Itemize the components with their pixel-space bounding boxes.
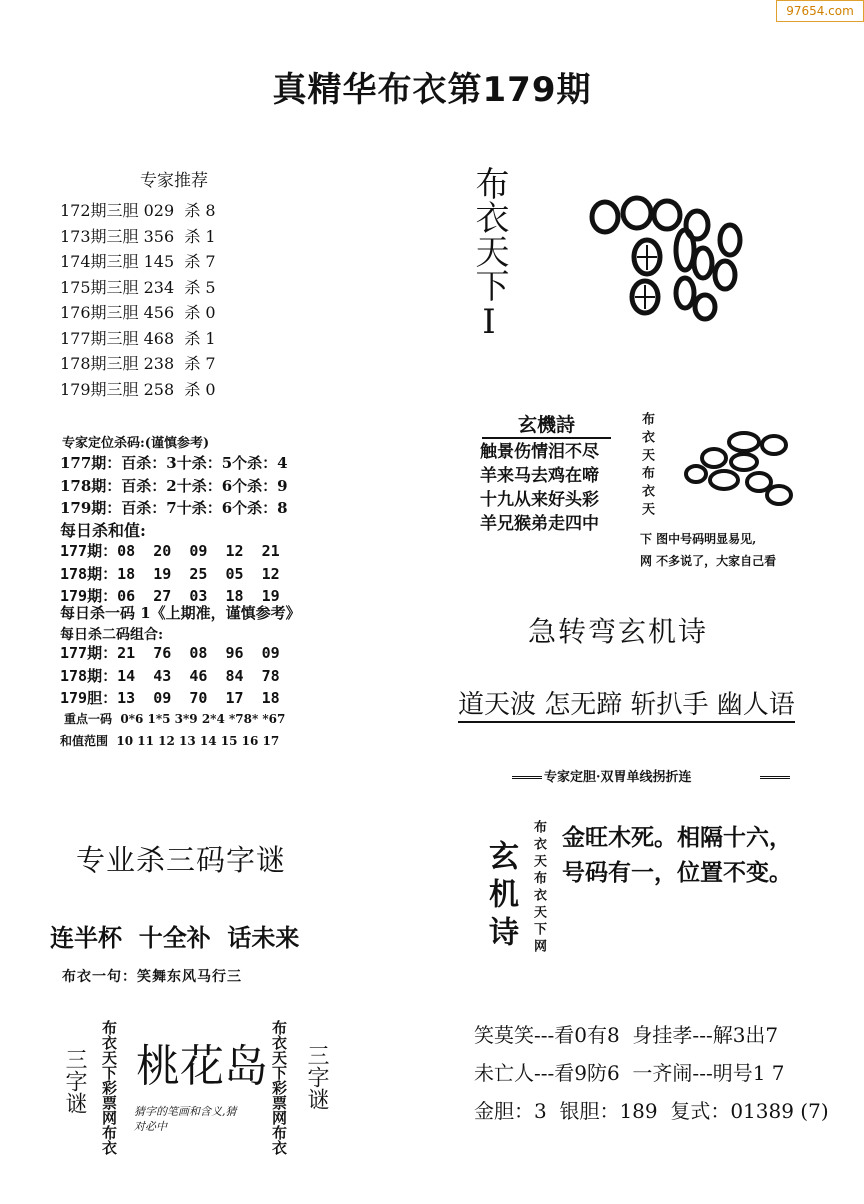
- xuanji-lines: [480, 440, 599, 536]
- expert-heading: 专家推荐: [140, 171, 208, 191]
- sum-range: 和值范围 10 11 12 13 14 15 16 17: [60, 734, 280, 748]
- list-item: 猜字的笔画和含义,猜: [134, 1105, 237, 1118]
- daily-two-heading: 每日杀二码组合:: [60, 627, 164, 643]
- circle-cluster-icon: [585, 185, 745, 335]
- list-item: 金胆：3 银胆：189 复式：01389 (7): [474, 1099, 829, 1123]
- list-item: 触景伤情泪不尽: [480, 442, 599, 462]
- page-title: 真精华布衣第179期: [272, 70, 592, 110]
- list-item: 177期：08 20 09 12 21: [60, 542, 280, 560]
- dingdan-lines: [562, 820, 792, 890]
- list-item: 羊兄猴弟走四中: [480, 514, 599, 534]
- riddle-left-label: 三字谜: [62, 1048, 87, 1114]
- riddle-center-word: 桃花岛: [136, 1041, 268, 1092]
- answers-list: [474, 1016, 829, 1130]
- list-item: 173期三胆 356 杀 1: [60, 226, 216, 246]
- riddle-left-vertical: 布衣天下彩票网布衣: [100, 1020, 118, 1155]
- dingdan-heading: 专家定胆·双胃单线拐折连: [544, 770, 692, 785]
- jizhuan-heading: 急转弯玄机诗: [528, 615, 709, 648]
- list-item: 176期三胆 456 杀 0: [60, 303, 216, 322]
- list-item: 179期：百杀：7十杀：6个杀：8: [60, 499, 288, 517]
- daily-sum-heading: 每日杀和值:: [60, 521, 146, 540]
- list-item: 178期：18 19 25 05 12: [60, 564, 280, 583]
- list-item: 178期：百杀：2十杀：6个杀：9: [60, 476, 288, 495]
- circle-cluster-icon: [684, 430, 804, 510]
- daily-two-list: [60, 642, 280, 710]
- list-item: 175期三胆 234 杀 5: [60, 277, 216, 297]
- list-item: 179期：06 27 03 18 19: [60, 587, 280, 605]
- list-item: 179期三胆 258 杀 0: [60, 379, 216, 399]
- buyi-tianxia-label: 布衣天下I: [469, 166, 509, 342]
- list-item: 十九从来好头彩: [480, 490, 599, 510]
- list-item: 羊来马去鸡在啼: [480, 466, 599, 486]
- dingdan-vertical: 布衣天布衣天下网: [531, 820, 546, 956]
- list-item: 金旺木死。相隔十六，: [562, 824, 792, 851]
- riddle-words: 连半杯 十全补 话未来: [50, 923, 300, 952]
- position-heading: 专家定位杀码:(谨慎参考): [62, 436, 210, 451]
- xuanji-note: [640, 528, 776, 572]
- list-item: 177期：21 76 08 96 09: [60, 644, 280, 662]
- daily-sum-list: [60, 540, 280, 608]
- list-item: 笑莫笑---看0有8 身挂孝---解3出7: [474, 1023, 779, 1047]
- list-item: 网 不多说了，大家自己看: [640, 554, 777, 568]
- daily-one-heading: 每日杀一码 1《上期准，谨慎参考》: [60, 604, 301, 622]
- jizhuan-line: 道天波 怎无蹄 斩扒手 幽人语: [458, 684, 795, 723]
- dingdan-xuanji: 玄机诗: [483, 840, 518, 954]
- list-item: 178期三胆 238 杀 7: [60, 354, 216, 373]
- riddle-right-label: 三字谜: [304, 1044, 329, 1110]
- key-code: 重点一码 0*6 1*5 3*9 2*4 *78* *67: [64, 712, 286, 726]
- expert-list: [60, 198, 216, 402]
- xuanji-vertical: 布衣天布衣天: [639, 412, 654, 520]
- riddle-heading: 专业杀三码字谜: [76, 843, 287, 877]
- position-list: [60, 452, 288, 520]
- list-item: 174期三胆 145 杀 7: [60, 252, 216, 271]
- list-item: 179胆：13 09 70 17 18: [60, 689, 280, 707]
- list-item: 下 图中号码明显易见,: [640, 532, 757, 546]
- list-item: 对必中: [134, 1120, 167, 1133]
- xuanji-heading: 玄機詩: [482, 410, 611, 439]
- list-item: 未亡人---看9防6 一齐闹---明号1 7: [474, 1061, 785, 1085]
- site-badge[interactable]: 97654.com: [776, 0, 864, 22]
- divider: [760, 776, 790, 779]
- list-item: 177期：百杀：3十杀：5个杀：4: [60, 454, 288, 472]
- riddle-buyi-line: 布衣一句：笑舞东风马行三: [62, 969, 242, 985]
- divider: [512, 776, 542, 779]
- riddle-right-vertical: 布衣天下彩票网布衣: [270, 1020, 288, 1155]
- list-item: 号码有一，位置不变。: [562, 859, 792, 886]
- list-item: 177期三胆 468 杀 1: [60, 328, 216, 348]
- list-item: 178期：14 43 46 84 78: [60, 666, 280, 685]
- riddle-center-note: [134, 1104, 237, 1134]
- list-item: 172期三胆 029 杀 8: [60, 201, 216, 220]
